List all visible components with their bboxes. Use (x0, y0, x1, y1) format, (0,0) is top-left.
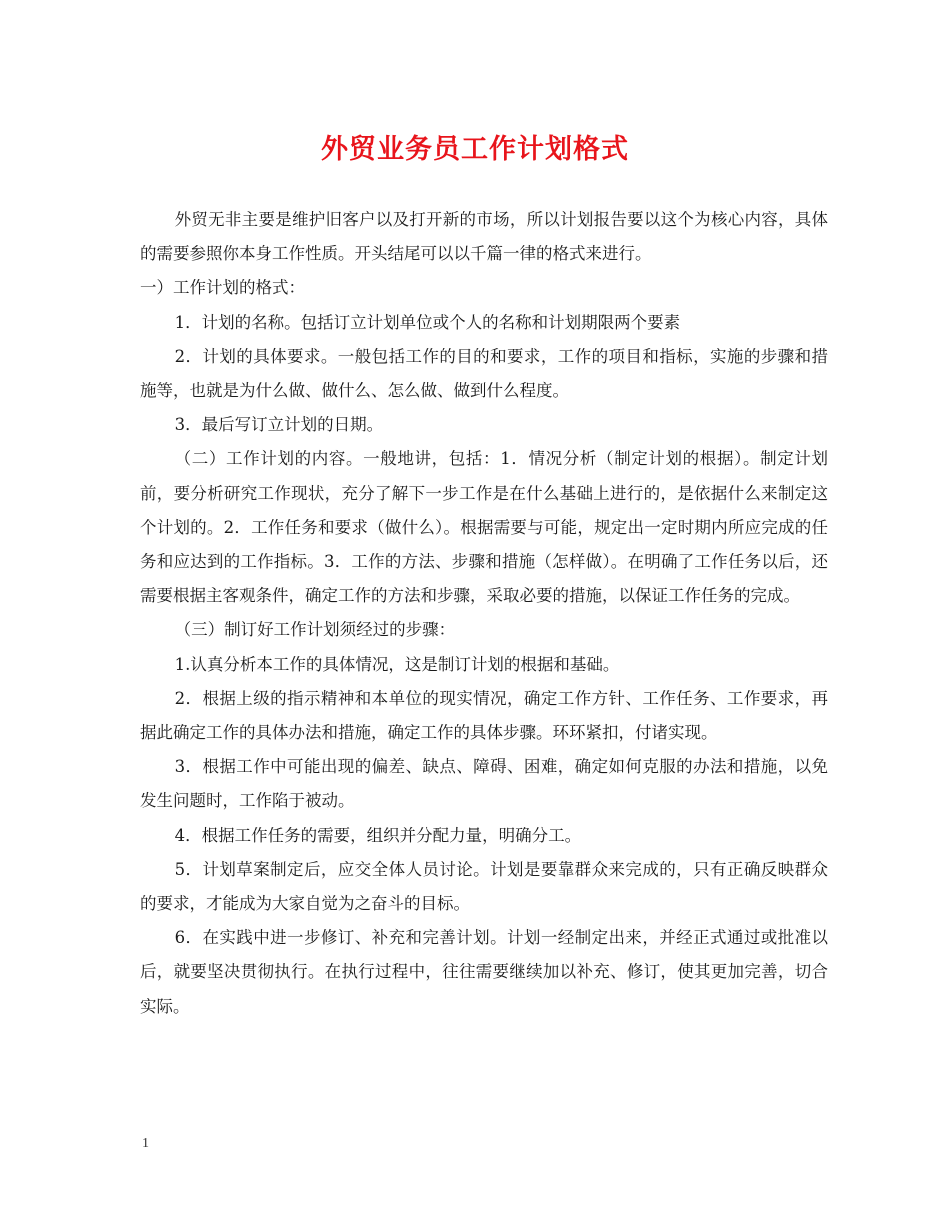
paragraph-step-2: 2．根据上级的指示精神和本单位的现实情况，确定工作方针、工作任务、工作要求，再据此确定工作的具体办法和措施，确定工作的具体步骤。环环紧扣，付诸实现。 (140, 688, 828, 743)
document-title: 外贸业务员工作计划格式 (321, 134, 629, 165)
paragraph-format-item-2: 2．计划的具体要求。一般包括工作的目的和要求，工作的项目和指标，实施的步骤和措施等，也就是为什么做、做什么、怎么做、做到什么程度。 (140, 346, 828, 401)
paragraph-format-item-3: 3．最后写订立计划的日期。 (174, 415, 384, 435)
paragraph-format-item-1: 1．计划的名称。包括订立计划单位或个人的名称和计划期限两个要素 (174, 312, 681, 332)
paragraph-step-4: 4．根据工作任务的需要，组织并分配力量，明确分工。 (174, 825, 582, 845)
paragraph-step-3: 3．根据工作中可能出现的偏差、缺点、障碍、困难，确定如何克服的办法和措施，以免发生问题时，工作陷于被动。 (140, 757, 828, 811)
document-body (140, 203, 828, 1024)
section-heading-format: 一）工作计划的格式： (140, 278, 305, 298)
paragraph-step-6: 6．在实践中进一步修订、补充和完善计划。计划一经制定出来，并经正式通过或批准以后，就要坚决贯彻执行。在执行过程中，往往需要继续加以补充、修订，使其更加完善，切合实际。 (140, 928, 828, 1016)
paragraph-intro: 外贸无非主要是维护旧客户以及打开新的市场，所以计划报告要以这个为核心内容，具体的需要参照你本身工作性质。开头结尾可以以千篇一律的格式来进行。 (140, 210, 828, 264)
paragraph-step-5: 5．计划草案制定后，应交全体人员讨论。计划是要靠群众来完成的，只有正确反映群众的要求，才能成为大家自觉为之奋斗的目标。 (140, 859, 828, 914)
section-heading-steps: （三）制订好工作计划须经过的步骤： (174, 620, 456, 640)
paragraph-step-1: 1.认真分析本工作的具体情况，这是制订计划的根据和基础。 (174, 654, 620, 674)
paragraph-plan-content: （二）工作计划的内容。一般地讲，包括：1．情况分析（制定计划的根据）。制定计划前，要分析研究工作现状，充分了解下一步工作是在什么基础上进行的，是依据什么来制定这个计划的。2．工作任务和要求（做什么）。根据需要与可能，规定出一定时期内所应完成的任务和应达到的工作指标。3．工作的方法、步骤和措施（怎样做）。在明确了工作任务以后，还需要根据主客观条件，确定工作的方法和步骤，采取必要的措施，以保证工作任务的完成。 (140, 449, 828, 606)
page-number: 1 (142, 1136, 149, 1151)
